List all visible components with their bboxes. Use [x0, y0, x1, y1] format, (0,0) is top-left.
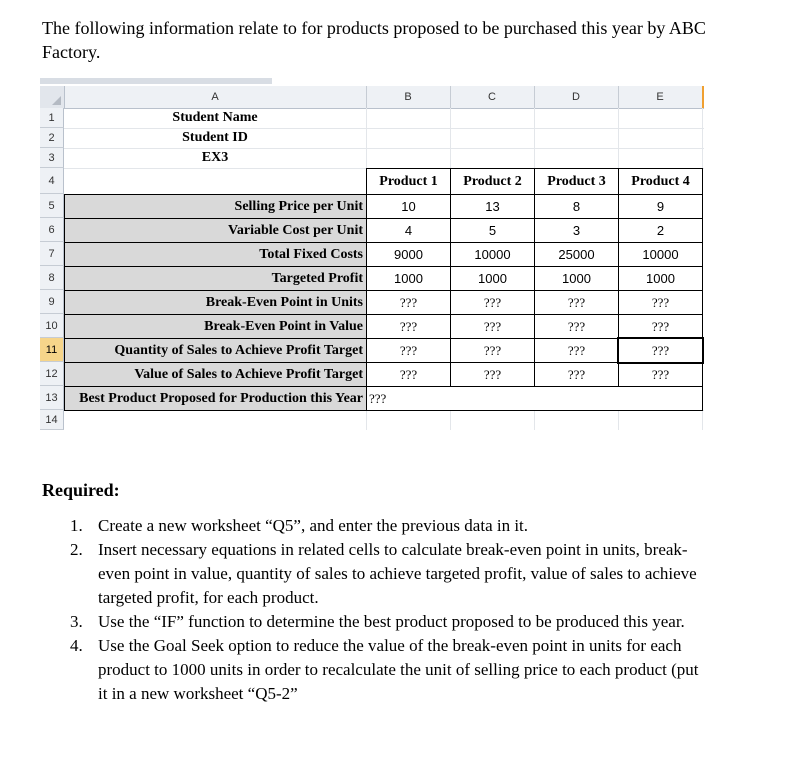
row-label-best-product[interactable]: Best Product Proposed for Production this Year	[64, 386, 367, 411]
row-label-total-fixed-costs[interactable]: Total Fixed Costs	[64, 242, 367, 267]
row-header-11[interactable]: 11	[40, 338, 64, 362]
row-header-5[interactable]: 5	[40, 194, 64, 218]
row-header-4[interactable]: 4	[40, 168, 64, 194]
row-header-10[interactable]: 10	[40, 314, 64, 338]
list-item	[70, 514, 700, 538]
data-cell[interactable]: ???	[450, 362, 535, 387]
intro-paragraph: The following information relate to for products proposed to be purchased this year by ABC Factory.	[42, 18, 706, 62]
product-2-header[interactable]: Product 2	[450, 168, 535, 195]
list-item-text: Use the “IF” function to determine the best product proposed to be produced this year.	[98, 612, 685, 631]
row-header-8[interactable]: 8	[40, 266, 64, 290]
data-cell[interactable]: ???	[450, 290, 535, 315]
row-header-12[interactable]: 12	[40, 362, 64, 386]
data-cell[interactable]: 9	[618, 194, 703, 219]
sheet-top-bar	[40, 78, 272, 84]
row-header-7[interactable]: 7	[40, 242, 64, 266]
row-label-selling-price[interactable]: Selling Price per Unit	[64, 194, 367, 219]
data-cell[interactable]: 1000	[534, 266, 619, 291]
data-cell[interactable]: 10000	[618, 242, 703, 267]
student-id-cell[interactable]: Student ID	[182, 130, 248, 145]
list-item-number: 4.	[70, 636, 83, 655]
row-header-14[interactable]: 14	[40, 410, 64, 430]
data-cell[interactable]: 2	[618, 218, 703, 243]
list-item-text: Use the Goal Seek option to reduce the value of the break-even point in units for each product to 1000 units in order to recalculate the unit of selling price to each product (put it in a new worksheet “Q5-2”	[98, 636, 699, 703]
spreadsheet	[40, 86, 704, 430]
data-cell[interactable]: ???	[618, 314, 703, 339]
data-cell[interactable]: 9000	[366, 242, 451, 267]
data-cell[interactable]: ???	[534, 362, 619, 387]
row-label-break-even-units[interactable]: Break-Even Point in Units	[64, 290, 367, 315]
data-cell[interactable]: 8	[534, 194, 619, 219]
data-cell[interactable]: ???	[618, 362, 703, 387]
select-all-icon	[52, 96, 61, 105]
row-label-quantity-sales-target[interactable]: Quantity of Sales to Achieve Profit Target	[64, 338, 367, 363]
row-label-break-even-value[interactable]: Break-Even Point in Value	[64, 314, 367, 339]
data-cell[interactable]: ???	[366, 338, 451, 363]
data-cell[interactable]: ???	[534, 314, 619, 339]
data-cell[interactable]: 3	[534, 218, 619, 243]
data-cell[interactable]: 1000	[618, 266, 703, 291]
list-item-number: 2.	[70, 540, 83, 559]
data-cell[interactable]: ???	[618, 338, 703, 363]
row-header-13[interactable]: 13	[40, 386, 64, 410]
data-cell[interactable]: ???	[450, 314, 535, 339]
list-item	[70, 538, 700, 610]
select-all-corner[interactable]	[40, 86, 65, 108]
column-header-row	[40, 86, 704, 109]
data-cell[interactable]: 10000	[450, 242, 535, 267]
data-cell[interactable]: 1000	[450, 266, 535, 291]
student-name-cell[interactable]: Student Name	[172, 110, 258, 125]
row-header-2[interactable]: 2	[40, 128, 64, 148]
data-cell[interactable]: ???	[366, 290, 451, 315]
required-list	[70, 514, 700, 706]
data-cell[interactable]: 5	[450, 218, 535, 243]
intro-text	[42, 16, 742, 64]
list-item-number: 3.	[70, 612, 83, 631]
data-cell[interactable]: 25000	[534, 242, 619, 267]
data-cell[interactable]: ???	[450, 338, 535, 363]
data-cell[interactable]: ???	[618, 290, 703, 315]
data-cell[interactable]: ???	[534, 290, 619, 315]
row-label-variable-cost[interactable]: Variable Cost per Unit	[64, 218, 367, 243]
column-header-e[interactable]: E	[656, 91, 664, 103]
data-cell[interactable]: 4	[366, 218, 451, 243]
row-header-3[interactable]: 3	[40, 148, 64, 168]
list-item	[70, 634, 700, 706]
row-label-targeted-profit[interactable]: Targeted Profit	[64, 266, 367, 291]
required-title: Required:	[42, 480, 120, 500]
row-header-6[interactable]: 6	[40, 218, 64, 242]
data-cell[interactable]: ???	[366, 362, 451, 387]
row-header-1[interactable]: 1	[40, 108, 64, 128]
product-3-header[interactable]: Product 3	[534, 168, 619, 195]
list-item-text: Create a new worksheet “Q5”, and enter the previous data in it.	[98, 516, 529, 535]
row-header-9[interactable]: 9	[40, 290, 64, 314]
column-e-selection-edge	[702, 86, 704, 108]
exercise-cell[interactable]: EX3	[201, 150, 229, 165]
column-header-b[interactable]: B	[366, 86, 451, 108]
list-item-text: Insert necessary equations in related cells to calculate break-even point in units, break-even point in value, quantity of sales to achieve targeted profit, value of sales to achieve targeted profit, for each product.	[98, 540, 697, 607]
column-header-c[interactable]: C	[450, 86, 535, 108]
list-item-number: 1.	[70, 516, 83, 535]
data-cell[interactable]: 10	[366, 194, 451, 219]
column-header-d[interactable]: D	[534, 86, 619, 108]
data-cell[interactable]: 1000	[366, 266, 451, 291]
best-product-cell[interactable]: ???	[366, 386, 703, 411]
row-label-value-sales-target[interactable]: Value of Sales to Achieve Profit Target	[64, 362, 367, 387]
data-cell[interactable]: ???	[534, 338, 619, 363]
product-4-header[interactable]: Product 4	[618, 168, 703, 195]
data-cell[interactable]: 13	[450, 194, 535, 219]
column-header-a[interactable]: A	[64, 86, 367, 108]
list-item	[70, 610, 700, 634]
product-1-header[interactable]: Product 1	[366, 168, 451, 195]
data-cell[interactable]: ???	[366, 314, 451, 339]
